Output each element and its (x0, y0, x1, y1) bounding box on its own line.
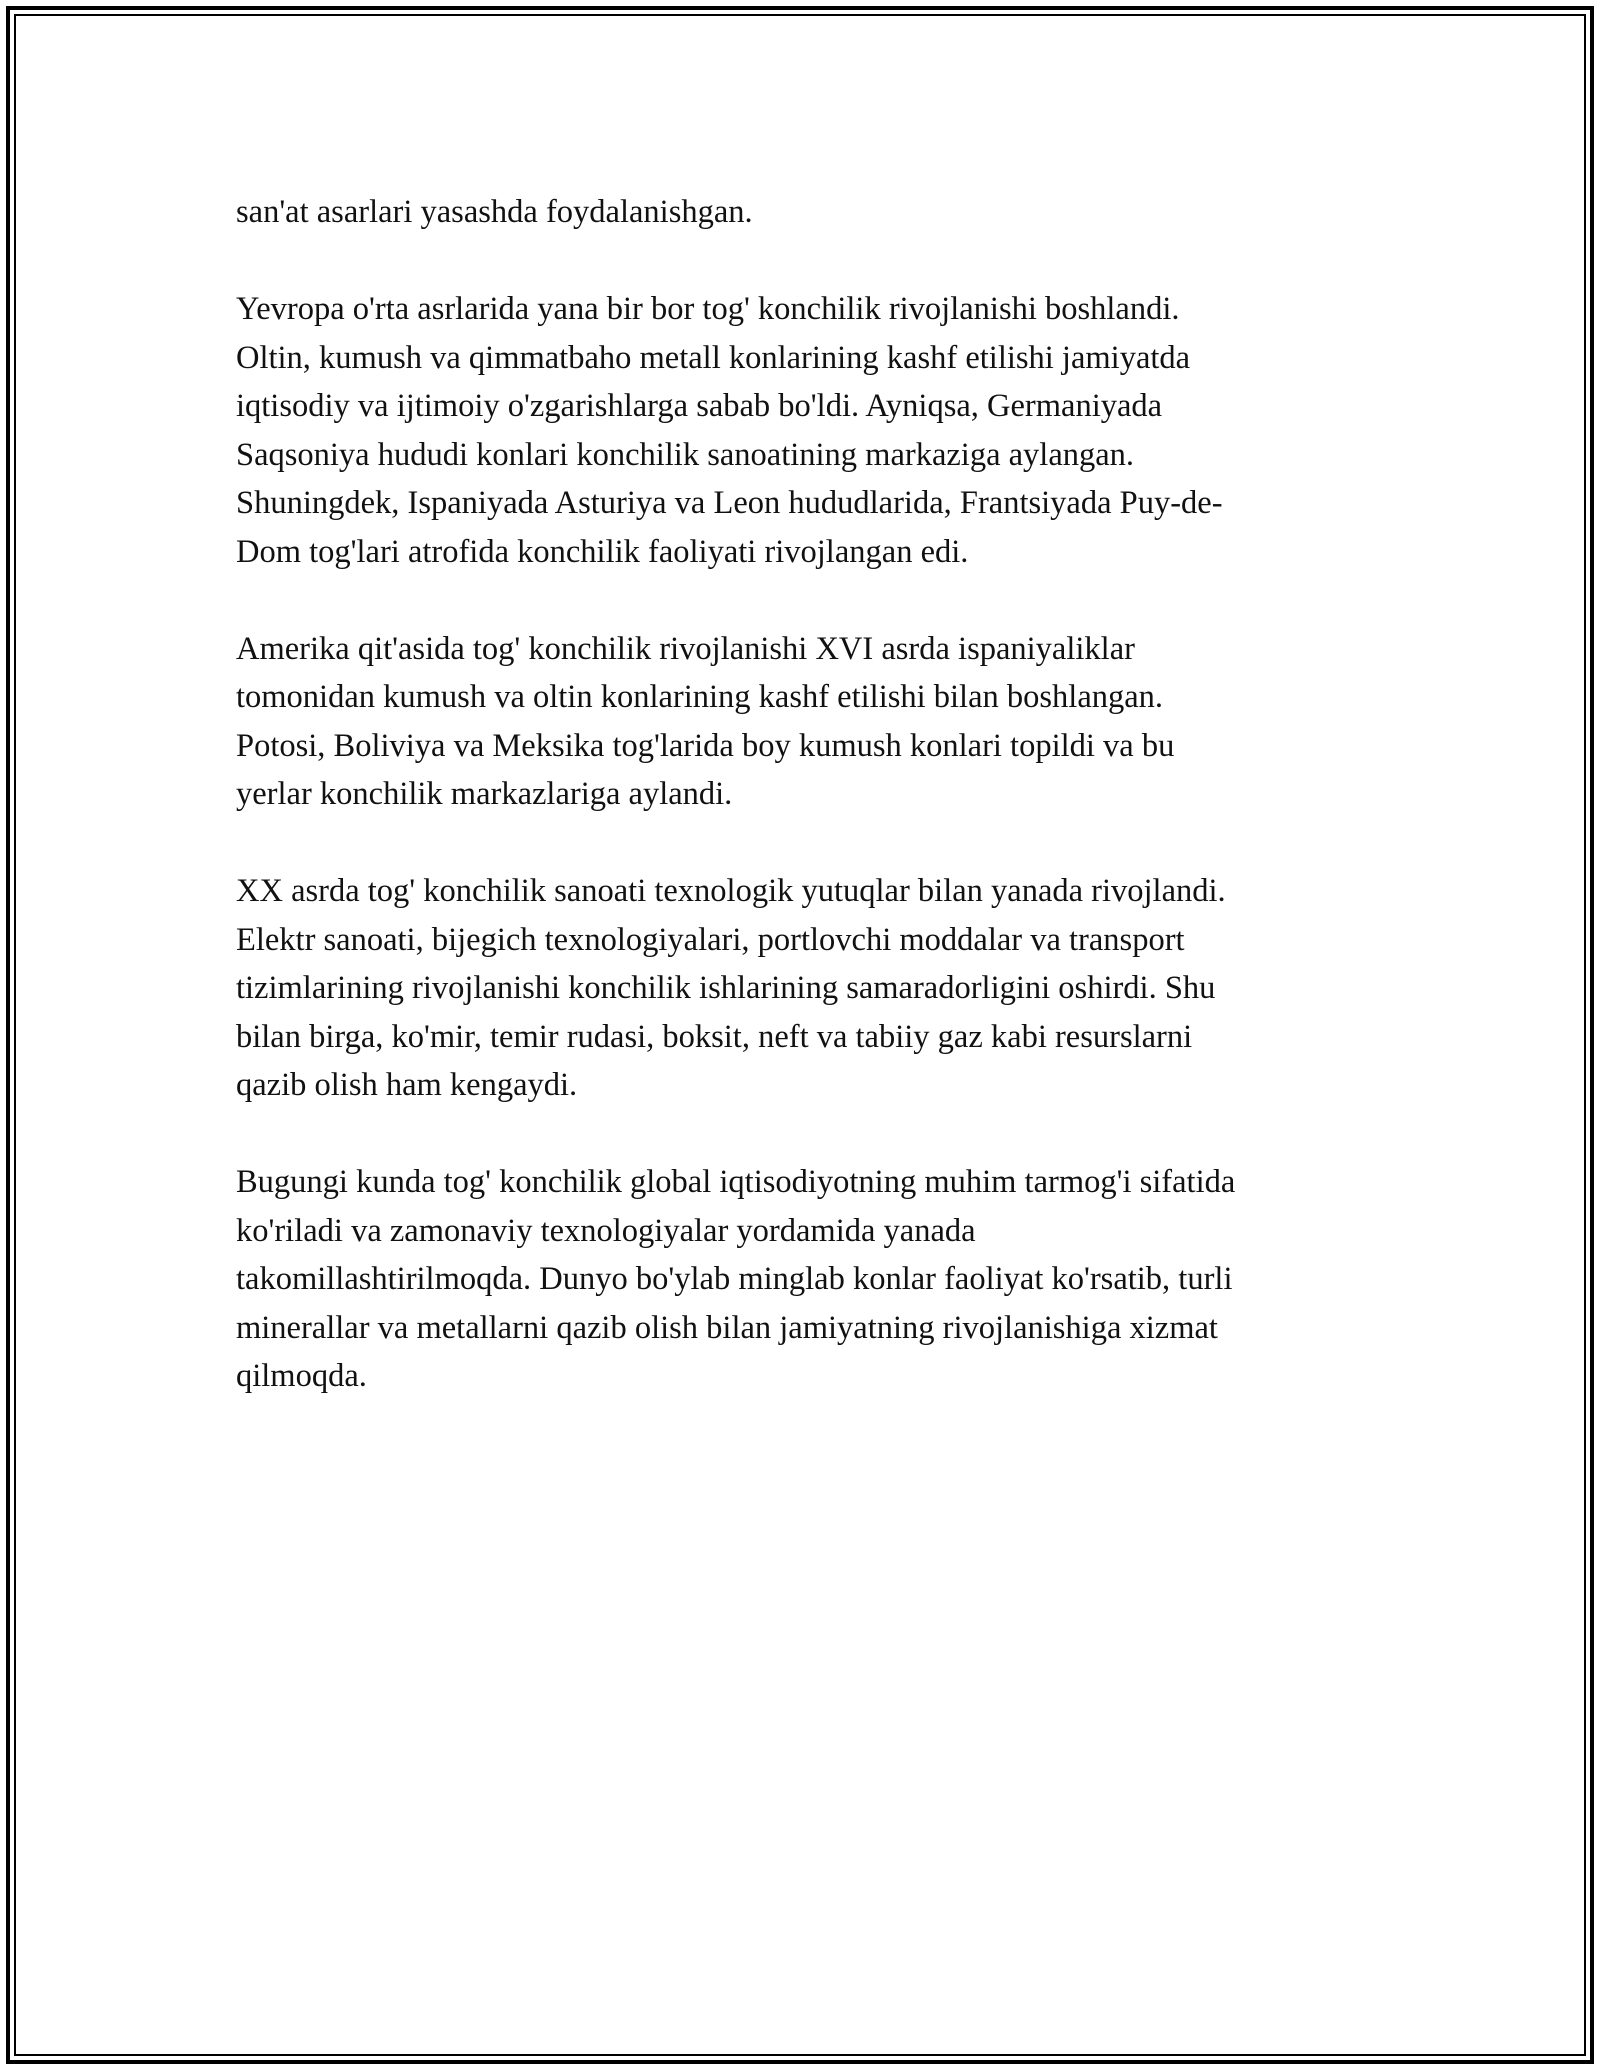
paragraph-line: takomillashtirilmoqda. Dunyo bo'ylab minglab konlar faoliyat ko'rsatib, turli (236, 1261, 1233, 1297)
paragraph-line: XX asrda tog' konchilik sanoati texnologik yutuqlar bilan yanada rivojlandi. (236, 873, 1226, 909)
paragraph-3 (236, 625, 1376, 819)
paragraph-5 (236, 1158, 1376, 1401)
document-body (236, 188, 1376, 1449)
paragraph-line: Oltin, kumush va qimmatbaho metall konlarining kashf etilishi jamiyatda (236, 339, 1191, 376)
paragraph-line: san'at asarlari yasashda foydalanishgan. (236, 194, 753, 230)
paragraph-line: qazib olish ham kengaydi. (236, 1067, 578, 1103)
paragraph-line: tomonidan kumush va oltin konlarining kashf etilishi bilan boshlangan. (236, 679, 1164, 715)
paragraph-line: bilan birga, ko'mir, temir rudasi, boksit, neft va tabiiy gaz kabi resurslarni (236, 1018, 1193, 1055)
paragraph-1 (236, 188, 1376, 237)
paragraph-line: qilmoqda. (236, 1358, 367, 1394)
paragraph-line: Yevropa o'rta asrlarida yana bir bor tog' konchilik rivojlanishi boshlandi. (236, 291, 1180, 327)
paragraph-line: Dom tog'lari atrofida konchilik faoliyati rivojlangan edi. (236, 533, 969, 570)
paragraph-line: tizimlarining rivojlanishi konchilik ishlarining samaradorligini oshirdi. Shu (236, 970, 1216, 1006)
paragraph-2 (236, 285, 1376, 576)
paragraph-line: Bugungi kunda tog' konchilik global iqtisodiyotning muhim tarmog'i sifatida (236, 1164, 1236, 1200)
paragraph-line: Elektr sanoati, bijegich texnologiyalari, portlovchi moddalar va transport (236, 921, 1185, 958)
paragraph-line: minerallar va metallarni qazib olish bilan jamiyatning rivojlanishiga xizmat (236, 1309, 1218, 1346)
paragraph-line: yerlar konchilik markazlariga aylandi. (236, 776, 733, 812)
paragraph-line: iqtisodiy va ijtimoiy o'zgarishlarga sabab bo'ldi. Ayniqsa, Germaniyada (236, 388, 1163, 424)
paragraph-line: Saqsoniya hududi konlari konchilik sanoatining markaziga aylangan. (236, 436, 1135, 473)
paragraph-line: Amerika qit'asida tog' konchilik rivojlanishi XVI asrda ispaniyaliklar (236, 630, 1135, 667)
paragraph-line: Shuningdek, Ispaniyada Asturiya va Leon hududlarida, Frantsiyada Puy-de- (236, 485, 1223, 521)
paragraph-4 (236, 867, 1376, 1110)
paragraph-line: Potosi, Boliviya va Meksika tog'larida boy kumush konlari topildi va bu (236, 727, 1175, 764)
paragraph-line: ko'riladi va zamonaviy texnologiyalar yordamida yanada (236, 1212, 976, 1249)
